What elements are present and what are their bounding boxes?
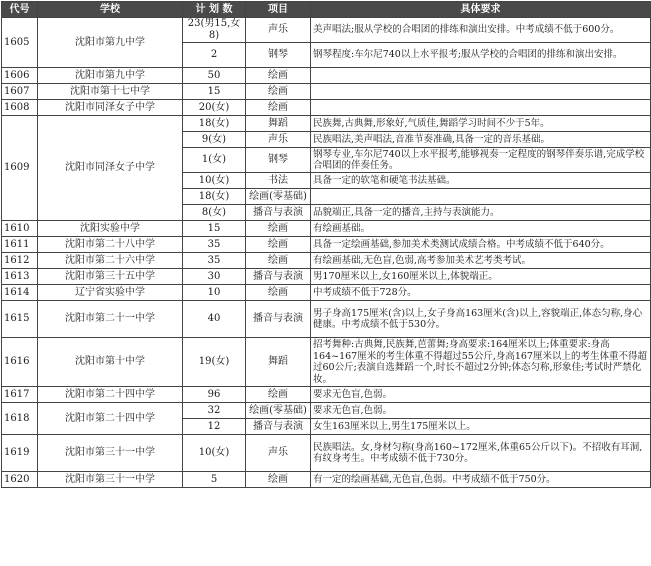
row-plan: 15 <box>183 221 246 237</box>
row-code: 1607 <box>2 84 38 100</box>
row-code: 1613 <box>2 269 38 285</box>
row-requirement: 民族唱法。女,身材匀称(身高160~172厘米,体重65公斤以下)。不招收有耳洞,有纹身考生。中考成绩不低于730分。 <box>311 435 651 472</box>
table-row <box>2 253 651 269</box>
row-requirement: 美声唱法;服从学校的合唱团的排练和演出安排。中考成绩不低于600分。 <box>311 18 651 43</box>
row-project: 声乐 <box>246 435 311 472</box>
row-school: 沈阳市第二十一中学 <box>38 301 183 338</box>
row-plan: 8(女) <box>183 205 246 221</box>
row-school: 沈阳市第二十四中学 <box>38 403 183 435</box>
row-plan: 50 <box>183 68 246 84</box>
row-project: 舞蹈 <box>246 116 311 132</box>
row-requirement: 民族舞,古典舞,形象好,气质佳,舞蹈学习时间不少于5年。 <box>311 116 651 132</box>
row-school: 沈阳市第九中学 <box>38 68 183 84</box>
row-project: 播音与表演 <box>246 419 311 435</box>
row-project: 书法 <box>246 173 311 189</box>
row-code: 1616 <box>2 338 38 387</box>
row-plan: 1(女) <box>183 148 246 173</box>
header-school: 学校 <box>38 2 183 18</box>
row-requirement: 有一定的绘画基础,无色盲,色弱。中考成绩不低于750分。 <box>311 472 651 488</box>
row-plan: 10 <box>183 285 246 301</box>
row-project: 舞蹈 <box>246 338 311 387</box>
row-project: 绘画 <box>246 387 311 403</box>
row-project: 绘画(零基础) <box>246 189 311 205</box>
row-requirement: 招考舞种:古典舞,民族舞,芭蕾舞;身高要求:164厘米以上;体重要求:身高164~167厘米的考生体重不得超过55公斤,身高167厘米以上的考生体重不得超过60公斤;表演自选舞蹈一个,时长不超过2分钟;体态匀称,形象佳;考试时严禁化妆。 <box>311 338 651 387</box>
row-plan: 12 <box>183 419 246 435</box>
row-plan: 15 <box>183 84 246 100</box>
row-school: 沈阳市同泽女子中学 <box>38 116 183 221</box>
table-row <box>2 84 651 100</box>
row-project: 播音与表演 <box>246 205 311 221</box>
row-code: 1608 <box>2 100 38 116</box>
row-plan: 9(女) <box>183 132 246 148</box>
row-school: 沈阳市第二十四中学 <box>38 387 183 403</box>
row-school: 沈阳市同泽女子中学 <box>38 100 183 116</box>
row-code: 1605 <box>2 18 38 68</box>
row-project: 播音与表演 <box>246 269 311 285</box>
row-plan: 5 <box>183 472 246 488</box>
row-requirement: 钢琴程度:车尔尼740以上水平报考;服从学校的合唱团的排练和演出安排。 <box>311 43 651 68</box>
row-plan: 96 <box>183 387 246 403</box>
row-project: 播音与表演 <box>246 301 311 338</box>
row-requirement <box>311 68 651 84</box>
row-requirement: 男170厘米以上,女160厘米以上,体貌端正。 <box>311 269 651 285</box>
row-project: 声乐 <box>246 132 311 148</box>
row-code: 1618 <box>2 403 38 435</box>
table-row <box>2 237 651 253</box>
table-row <box>2 285 651 301</box>
row-requirement <box>311 84 651 100</box>
row-project: 绘画 <box>246 472 311 488</box>
row-school: 辽宁省实验中学 <box>38 285 183 301</box>
row-project: 绘画 <box>246 237 311 253</box>
row-school: 沈阳市第十七中学 <box>38 84 183 100</box>
row-requirement: 具备一定绘画基础,参加美术类测试成绩合格。中考成绩不低于640分。 <box>311 237 651 253</box>
row-code: 1619 <box>2 435 38 472</box>
row-plan: 30 <box>183 269 246 285</box>
table-row <box>2 338 651 387</box>
row-code: 1620 <box>2 472 38 488</box>
table-row <box>2 435 651 472</box>
row-code: 1609 <box>2 116 38 221</box>
row-plan: 10(女) <box>183 435 246 472</box>
table-row <box>2 301 651 338</box>
row-plan: 19(女) <box>183 338 246 387</box>
row-plan: 18(女) <box>183 189 246 205</box>
table-row <box>2 472 651 488</box>
row-requirement: 民族唱法,美声唱法,音准节奏准确,具备一定的音乐基础。 <box>311 132 651 148</box>
row-requirement: 品貌端正,具备一定的播音,主持与表演能力。 <box>311 205 651 221</box>
table-row <box>2 387 651 403</box>
row-requirement: 具备一定的软笔和硬笔书法基础。 <box>311 173 651 189</box>
row-project: 钢琴 <box>246 148 311 173</box>
row-plan: 2 <box>183 43 246 68</box>
row-project: 绘画 <box>246 84 311 100</box>
table-row <box>2 18 651 43</box>
row-plan: 23(男15,女8) <box>183 18 246 43</box>
row-code: 1611 <box>2 237 38 253</box>
row-code: 1615 <box>2 301 38 338</box>
table-row <box>2 116 651 132</box>
row-plan: 10(女) <box>183 173 246 189</box>
row-project: 绘画 <box>246 68 311 84</box>
row-school: 沈阳市第三十一中学 <box>38 472 183 488</box>
table-row <box>2 269 651 285</box>
row-plan: 20(女) <box>183 100 246 116</box>
row-plan: 32 <box>183 403 246 419</box>
admissions-table <box>1 1 651 488</box>
header-project: 项目 <box>246 2 311 18</box>
row-code: 1614 <box>2 285 38 301</box>
header-requirement: 具体要求 <box>311 2 651 18</box>
row-requirement: 钢琴专业,车尔尼740以上水平报考,能够视奏一定程度的钢琴伴奏乐谱,完成学校合唱团的伴奏任务。 <box>311 148 651 173</box>
row-requirement: 女生163厘米以上,男生175厘米以上。 <box>311 419 651 435</box>
header-plan: 计 划 数 <box>183 2 246 18</box>
row-project: 声乐 <box>246 18 311 43</box>
header-row <box>2 2 651 18</box>
table-row <box>2 100 651 116</box>
row-plan: 35 <box>183 253 246 269</box>
row-requirement: 要求无色盲,色弱。 <box>311 387 651 403</box>
row-project: 钢琴 <box>246 43 311 68</box>
row-requirement <box>311 100 651 116</box>
row-school: 沈阳市第二十八中学 <box>38 237 183 253</box>
row-code: 1610 <box>2 221 38 237</box>
row-project: 绘画 <box>246 100 311 116</box>
row-requirement: 有绘画基础,无色盲,色弱,高考参加美术艺考类考试。 <box>311 253 651 269</box>
row-requirement: 男子身高175厘米(含)以上,女子身高163厘米(含)以上,容貌端正,体态匀称,身心健康。中考成绩不低于530分。 <box>311 301 651 338</box>
row-project: 绘画 <box>246 221 311 237</box>
table-row <box>2 403 651 419</box>
row-school: 沈阳市第十中学 <box>38 338 183 387</box>
row-plan: 18(女) <box>183 116 246 132</box>
header-code: 代号 <box>2 2 38 18</box>
row-project: 绘画(零基础) <box>246 403 311 419</box>
row-school: 沈阳实验中学 <box>38 221 183 237</box>
row-code: 1612 <box>2 253 38 269</box>
row-code: 1617 <box>2 387 38 403</box>
row-school: 沈阳市第三十一中学 <box>38 435 183 472</box>
row-plan: 40 <box>183 301 246 338</box>
row-school: 沈阳市第三十五中学 <box>38 269 183 285</box>
row-plan: 35 <box>183 237 246 253</box>
row-requirement: 中考成绩不低于728分。 <box>311 285 651 301</box>
row-requirement: 有绘画基础。 <box>311 221 651 237</box>
row-project: 绘画 <box>246 285 311 301</box>
row-requirement <box>311 189 651 205</box>
row-requirement: 要求无色盲,色弱。 <box>311 403 651 419</box>
table-row <box>2 221 651 237</box>
row-school: 沈阳市第九中学 <box>38 18 183 68</box>
row-project: 绘画 <box>246 253 311 269</box>
row-school: 沈阳市第二十六中学 <box>38 253 183 269</box>
row-code: 1606 <box>2 68 38 84</box>
table-row <box>2 68 651 84</box>
